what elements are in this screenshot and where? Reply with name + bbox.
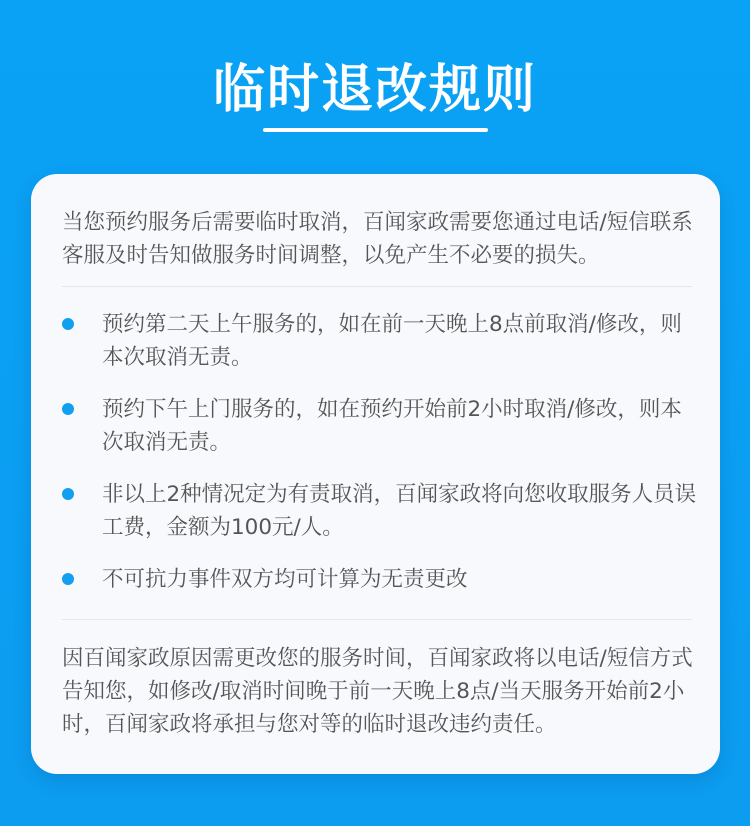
divider-bottom — [62, 619, 692, 620]
rule-text: 预约下午上门服务的，如在预约开始前2小时取消/修改，则本次取消无责。 — [102, 397, 682, 455]
rules-card — [31, 174, 720, 774]
bullet-dot-icon — [62, 403, 74, 415]
title-underline — [263, 128, 488, 132]
rule-text: 不可抗力事件双方均可计算为无责更改 — [102, 567, 468, 592]
divider-top — [62, 286, 692, 287]
outro-paragraph: 因百闻家政原因需更改您的服务时间，百闻家政将以电话/短信方式告知您，如修改/取消时间晚于前一天晚上8点/当天服务开始前2小时，百闻家政将承担与您对等的临时退改违约责任。 — [62, 646, 693, 737]
bullet-dot-icon — [62, 573, 74, 585]
bullet-dot-icon — [62, 488, 74, 500]
intro-paragraph: 当您预约服务后需要临时取消，百闻家政需要您通过电话/短信联系客服及时告知做服务时间调整，以免产生不必要的损失。 — [62, 210, 693, 268]
rule-text: 非以上2种情况定为有责取消，百闻家政将向您收取服务人员误工费，金额为100元/人。 — [102, 482, 697, 540]
rule-text: 预约第二天上午服务的，如在前一天晚上8点前取消/修改，则本次取消无责。 — [102, 312, 682, 370]
bullet-dot-icon — [62, 318, 74, 330]
page-title: 临时退改规则 — [212, 60, 537, 120]
